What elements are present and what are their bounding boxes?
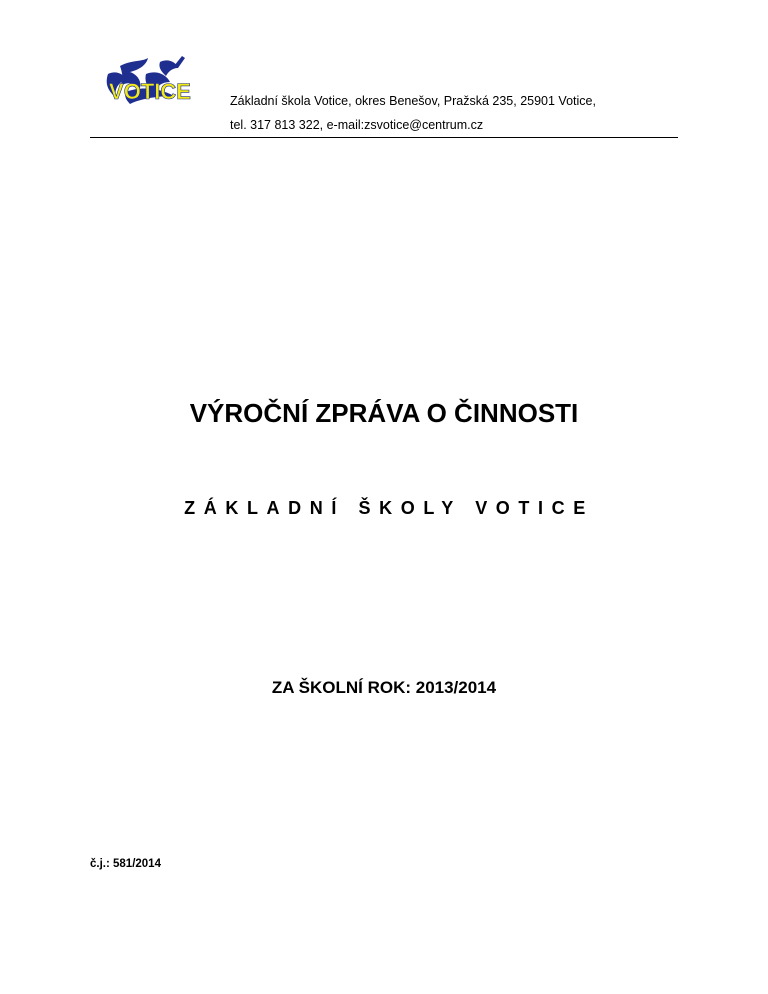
school-year: ZA ŠKOLNÍ ROK: 2013/2014 bbox=[271, 678, 497, 697]
svg-text:VOTICE: VOTICE bbox=[109, 79, 191, 104]
document-title: VÝROČNÍ ZPRÁVA O ČINNOSTI bbox=[189, 398, 579, 428]
reference-number: č.j.: 581/2014 bbox=[90, 858, 161, 870]
school-address: Základní škola Votice, okres Benešov, Pražská 235, 25901 Votice, bbox=[230, 94, 596, 108]
document-subtitle: ZÁKLADNÍ ŠKOLY VOTICE bbox=[184, 498, 594, 518]
school-contact: tel. 317 813 322, e-mail:zsvotice@centrum.cz bbox=[230, 118, 484, 132]
school-logo-icon bbox=[90, 52, 210, 112]
header-divider bbox=[90, 137, 678, 138]
